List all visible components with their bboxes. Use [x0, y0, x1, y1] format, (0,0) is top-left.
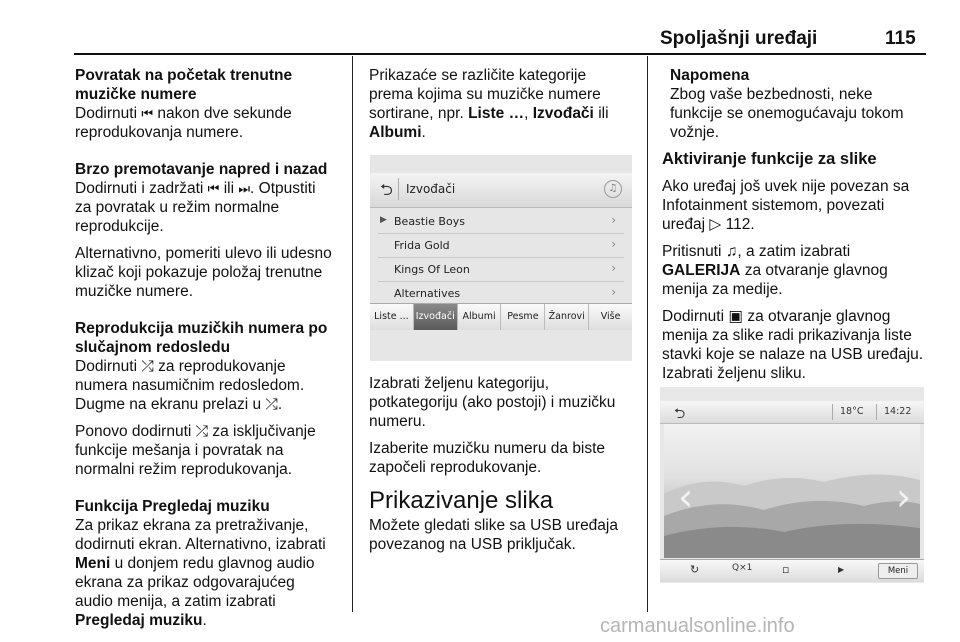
paragraph-connect: Ako uređaj još uvek nije povezan sa Infotainment sistemom, povezati uređaj ▷ 112.: [662, 178, 910, 233]
paragraph-shuffle: Dodirnuti ⤮ za reprodukovanje numera nasumičnim redosledom. Dugme na ekranu prelazi u ⤮.: [75, 358, 305, 413]
list-item[interactable]: Frida Gold ›: [378, 233, 624, 258]
divider: [832, 404, 833, 420]
chevron-right-icon: ›: [611, 261, 616, 275]
mountain-picture[interactable]: [664, 424, 920, 558]
mountains-image: [664, 424, 920, 558]
paragraph-shuffle-off: Ponovo dodirnuti ⤮ za isključivanje funkcije mešanja i povratak na normalni režim reprodukovanja.: [75, 423, 316, 478]
play-marker-icon: ▶: [380, 215, 387, 225]
previous-track-icon: ⏮: [207, 181, 220, 196]
column-3: [662, 66, 952, 391]
tab-songs[interactable]: Pesme: [501, 304, 545, 330]
section-heading-pictures: Prikazivanje slika: [369, 487, 554, 514]
paragraph-select-track: Izaberite muzičku numeru da biste započeli reprodukovanje.: [369, 440, 606, 476]
tab-lists[interactable]: Liste ...: [370, 304, 414, 330]
tab-albums[interactable]: Albumi: [458, 304, 502, 330]
section-title-restart: Povratak na početak trenutne muzičke numere: [75, 67, 293, 103]
note-text: Zbog vaše bezbednosti, neke funkcije se onemogućavaju tokom vožnje.: [670, 86, 904, 141]
section-title-browse: Funkcija Pregledaj muziku: [75, 498, 270, 515]
list-item[interactable]: ▶ Beastie Boys ›: [378, 209, 624, 234]
divider: [876, 404, 877, 420]
music-note-icon[interactable]: ♫: [604, 180, 622, 198]
note-box: [662, 66, 952, 142]
shuffle-icon: ⤮: [265, 396, 278, 413]
viewer-toolbar: [660, 559, 924, 582]
chevron-right-icon: ›: [611, 237, 616, 251]
section-title-activate: Aktiviranje funkcije za slike: [662, 150, 877, 168]
category-tabs: [370, 303, 632, 330]
section-title-shuffle: Reprodukcija muzičkih numera po slučajnom redosledu: [75, 320, 328, 356]
paragraph-slider: Alternativno, pomeriti ulevo ili udesno klizač koji pokazuje položaj trenutne muzičke numere.: [75, 245, 332, 300]
next-picture-icon: ›: [896, 475, 912, 519]
column-divider-1: [352, 56, 353, 612]
column-divider-2: [647, 56, 648, 612]
clock-readout: 14:22: [884, 406, 912, 417]
back-icon[interactable]: ⮌: [380, 180, 393, 199]
zoom-button[interactable]: Q×1: [732, 563, 753, 573]
artists-screen-figure: [370, 155, 632, 361]
page-number: 115: [885, 28, 916, 49]
paragraph-fastforward: Dodirnuti i zadržati ⏮ ili ⏭. Otpustiti za povratak u režim normalne reprodukcije.: [75, 180, 316, 235]
note-title: Napomena: [670, 67, 750, 84]
screen-title: Izvođači: [406, 182, 456, 196]
screen-title-bar: [370, 173, 632, 208]
watermark: carmanualsonline.info: [600, 615, 795, 637]
header-rule: [74, 53, 926, 55]
previous-track-icon: ⏮: [141, 106, 154, 121]
fit-icon[interactable]: ▫: [782, 563, 790, 576]
column-1: [75, 66, 347, 638]
rotate-icon[interactable]: ↻: [690, 563, 700, 576]
media-icon: ♫: [725, 243, 738, 260]
paragraph-restart: Dodirnuti ⏮ nakon dve sekunde reprodukovanja numere.: [75, 105, 292, 141]
viewer-title-bar: [660, 401, 924, 424]
section-title-fastforward: Brzo premotavanje napred i nazad: [75, 161, 328, 178]
next-track-icon: ⏭: [238, 181, 251, 196]
paragraph-select-category: Izabrati željenu kategoriju, potkategoriju (ako postoji) i muzičku numeru.: [369, 375, 616, 430]
shuffle-icon: ⤮: [141, 358, 154, 375]
temperature-readout: 18°C: [840, 406, 864, 417]
list-item[interactable]: Alternatives ›: [394, 285, 616, 300]
back-icon[interactable]: ⮌: [674, 406, 686, 422]
chevron-right-icon: ›: [611, 285, 616, 299]
previous-picture-icon: ‹: [678, 475, 694, 519]
slideshow-play-icon[interactable]: ▶: [838, 565, 845, 574]
picture-viewer-figure: [660, 387, 924, 583]
tab-genres[interactable]: Žanrovi: [545, 304, 589, 330]
list-item[interactable]: Kings Of Leon ›: [378, 257, 624, 282]
paragraph-browse: Za prikaz ekrana za pretraživanje, dodirnuti ekran. Alternativno, izabrati Meni u donjem redu glavnog audio ekrana za prikaz odgovarajućeg audio menija, a zatim izabrati Pregledaj muziku.: [75, 517, 326, 629]
tab-more[interactable]: Više: [600, 311, 621, 322]
paragraph-categories: Prikazaće se različite kategorije prema kojima su muzičke numere sortirane, npr. Liste …, Izvođači ili Albumi.: [369, 67, 609, 141]
paragraph-picture-menu: Dodirnuti ▣ za otvaranje glavnog menija za slike radi prikazivanja liste stavki koje se nalaze na USB uređaju. Izabrati željenu sliku.: [662, 308, 924, 382]
column-2-lower: [369, 374, 641, 562]
paragraph-gallery: Pritisnuti ♫, a zatim izabrati GALERIJA za otvaranje glavnog menija za medije.: [662, 243, 888, 298]
page-reference-icon: ▷: [709, 216, 722, 233]
page-header-title: Spoljašnji uređaji: [660, 28, 818, 49]
title-separator: [398, 178, 399, 200]
column-2: [369, 66, 641, 150]
picture-icon: ▣: [728, 308, 743, 325]
menu-button[interactable]: Meni: [878, 563, 918, 579]
tab-artists[interactable]: Izvođači: [414, 304, 458, 330]
paragraph-pictures: Možete gledati slike sa USB uređaja povezanog na USB priključak.: [369, 517, 618, 553]
chevron-right-icon: ›: [611, 213, 616, 227]
shuffle-icon: ⤮: [195, 423, 209, 440]
